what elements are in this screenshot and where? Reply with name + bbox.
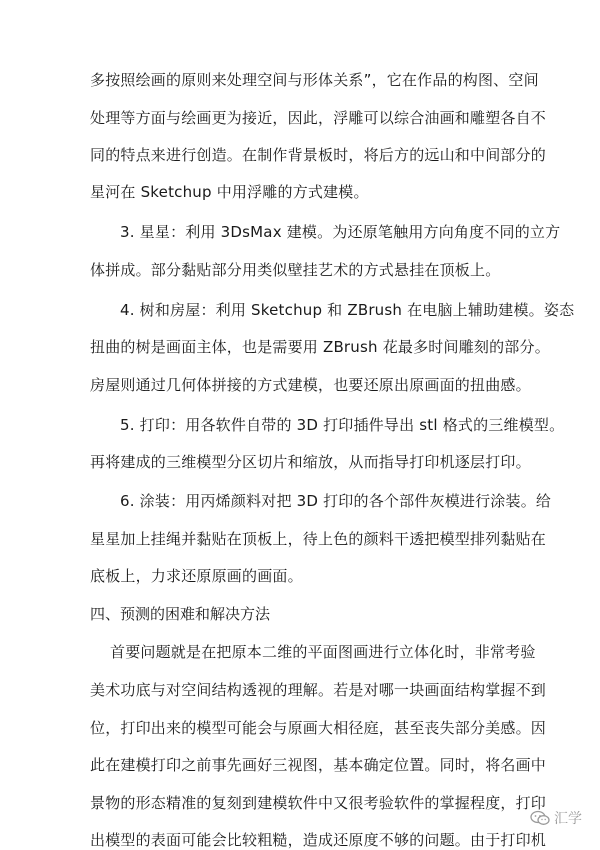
wechat-icon — [530, 810, 550, 826]
text-line: 美术功底与对空间结构透视的理解。若是对哪一块画面结构掌握不到 — [90, 681, 547, 699]
text-line: 星河在 Sketchup 中用浮雕的方式建模。 — [90, 183, 369, 201]
text-line: 再将建成的三维模型分区切片和缩放，从而指导打印机逐层打印。 — [90, 453, 531, 471]
list-item-5: 5. 打印：用各软件自带的 3D 打印插件导出 stl 格式的三维模型。 — [120, 416, 565, 434]
text-line: 首要问题就是在把原本二维的平面图画进行立体化时，非常考验 — [110, 643, 536, 661]
text-line: 体拼成。部分黏贴部分用类似壁挂艺术的方式悬挂在顶板上。 — [90, 261, 501, 279]
text-line: 多按照绘画的原则来处理空间与形体关系”，它在作品的构图、空间 — [90, 71, 539, 89]
text-line: 出模型的表面可能会比较粗糙，造成还原度不够的问题。由于打印机 — [90, 831, 547, 849]
text-line: 处理等方面与绘画更为接近，因此，浮雕可以综合油画和雕塑各自不 — [90, 109, 547, 127]
text-line: 扭曲的树是画面主体，也是需要用 ZBrush 花最多时间雕刻的部分。 — [90, 338, 550, 356]
list-item-3: 3. 星星：利用 3DsMax 建模。为还原笔触用方向角度不同的立方 — [120, 223, 561, 241]
section-heading: 四、预测的困难和解决方法 — [90, 605, 271, 623]
text-line: 同的特点来进行创造。在制作背景板时，将后方的远山和中间部分的 — [90, 146, 547, 164]
text-line: 底板上，力求还原原画的画面。 — [90, 567, 303, 585]
text-line: 房屋则通过几何体拼接的方式建模，也要还原出原画面的扭曲感。 — [90, 376, 531, 394]
text-line: 星星加上挂绳并黏贴在顶板上，待上色的颜料干透把模型排列黏贴在 — [90, 530, 547, 548]
text-line: 景物的形态精准的复刻到建模软件中又很考验软件的掌握程度，打印 — [90, 794, 547, 812]
watermark — [530, 808, 582, 828]
list-item-6: 6. 涂装：用丙烯颜料对把 3D 打印的各个部件灰模进行涂装。给 — [120, 492, 552, 510]
watermark-text: 汇学 — [554, 811, 582, 827]
text-line: 此在建模打印之前事先画好三视图，基本确定位置。同时，将名画中 — [90, 756, 547, 774]
text-line: 位，打印出来的模型可能会与原画大相径庭，甚至丧失部分美感。因 — [90, 719, 547, 737]
list-item-4: 4. 树和房屋：利用 Sketchup 和 ZBrush 在电脑上辅助建模。姿态 — [120, 301, 575, 319]
